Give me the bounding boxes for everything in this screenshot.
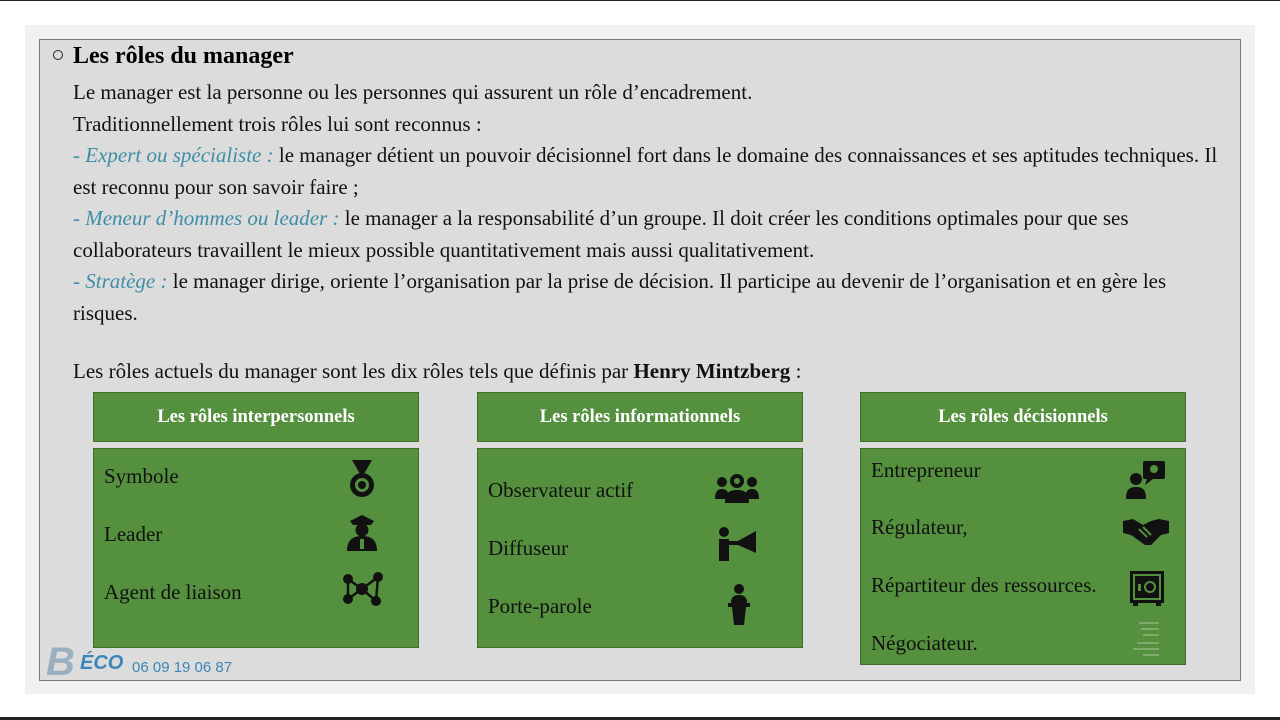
role-stratege [73,266,1223,329]
officer-icon [344,513,380,551]
megaphone-icon [716,525,760,561]
slide [25,25,1255,694]
item-agent-liaison: Agent de liaison [104,580,242,604]
item-diffuseur: Diffuseur [488,536,569,560]
item-observateur-actif: Observateur actif [488,478,634,502]
item-leader: Leader [104,522,163,546]
item-porte-parole: Porte-parole [488,594,592,618]
mintzberg-suffix: : [790,359,802,383]
item-negociateur: Négociateur. [871,631,978,655]
group-observer-icon [714,471,760,505]
network-icon [340,569,386,609]
circle-bullet-icon [53,50,63,60]
role-stratege-label: - Stratège : [73,269,168,293]
header-informationnels: Les rôles informationnels [477,392,803,442]
header-decisionnels: Les rôles décisionnels [860,392,1186,442]
mintzberg-name: Henry Mintzberg [633,359,791,383]
item-regulateur: Régulateur, [871,515,968,539]
document-lines-icon [1129,619,1165,659]
item-repartiteur: Répartiteur des ressources. [871,573,1097,597]
role-stratege-text: le manager dirige, oriente l’organisation par la prise de décision. Il participe au devenir de l’organisation et en gère les risques. [73,269,1167,325]
intro-line-2: Traditionnellement trois rôles lui sont reconnus : [73,112,482,136]
box-decisionnels [860,448,1186,665]
mintzberg-line [73,356,1223,388]
mintzberg-prefix: Les rôles actuels du manager sont les dix rôles tels que définis par [73,359,634,383]
content-panel [39,39,1241,684]
top-border [0,0,1280,1]
item-entrepreneur: Entrepreneur [871,458,981,482]
safe-icon [1129,570,1165,606]
slide-title: Les rôles du manager [73,43,294,69]
intro-line-1: Le manager est la personne ou les personnes qui assurent un rôle d’encadrement. [73,80,753,104]
box-informationnels [477,448,803,648]
role-expert-label: - Expert ou spécialiste : [73,143,274,167]
item-symbole: Symbole [104,464,179,488]
entrepreneur-idea-icon [1125,459,1167,499]
role-leader-label: - Meneur d’hommes ou leader : [73,206,340,230]
speaker-podium-icon [724,583,754,625]
role-expert-text: le manager détient un pouvoir décisionnel fort dans le domaine des connaissances et ses aptitudes techniques. Il est reconnu pour son savoir faire ; [73,143,1218,199]
phone-number: 06 09 19 06 87 [132,659,233,676]
role-expert [73,140,1223,203]
handshake-icon [1121,515,1171,547]
logo-text: ÉCO [80,652,124,674]
box-interpersonnels [93,448,419,648]
header-interpersonnels: Les rôles interpersonnels [93,392,419,442]
logo-letter: B [46,640,75,684]
medal-icon [344,458,380,500]
role-leader [73,203,1223,266]
role-leader-text: le manager a la responsabilité d’un groupe. Il doit créer les conditions optimales pour que ses collaborateurs travaillent le mieux possible quantitativement mais aussi qualitativement. [73,206,1129,262]
